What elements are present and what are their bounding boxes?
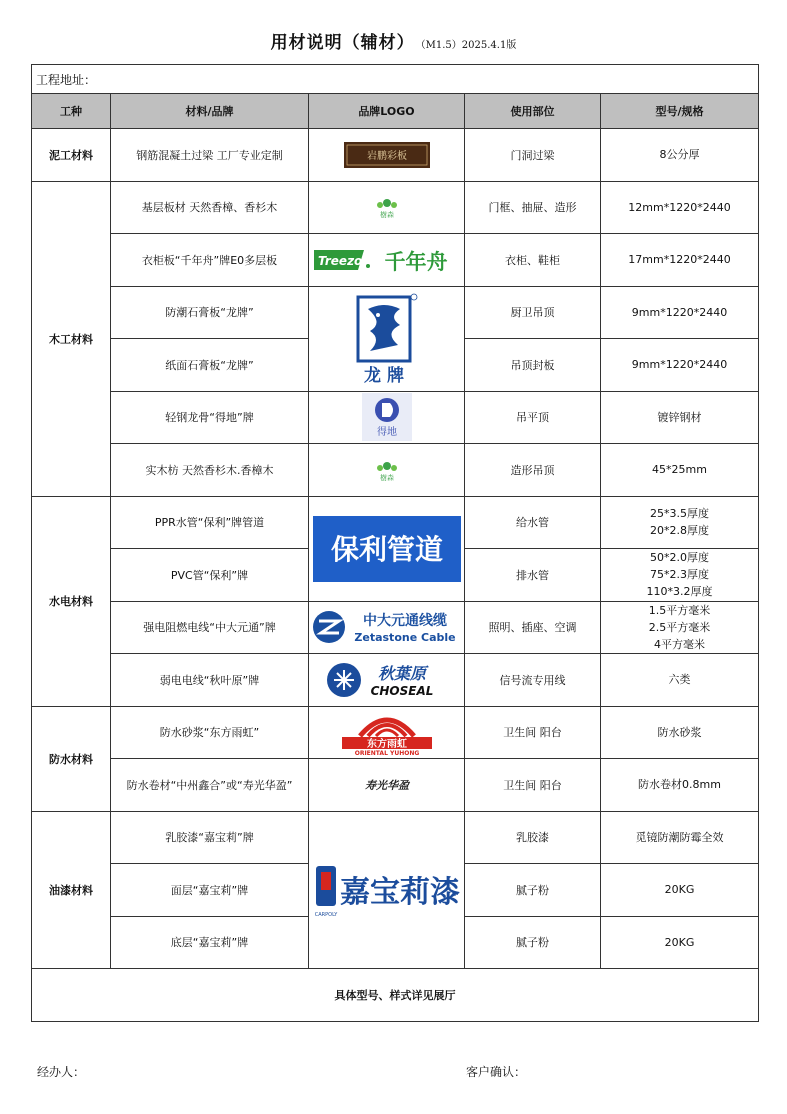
spec-line: 20*2.8厚度	[650, 524, 709, 538]
location-cell: 门框、抽屉、造形	[465, 181, 601, 234]
spec-cell: 45*25mm	[601, 444, 759, 497]
table-row	[32, 759, 759, 812]
spec-cell: 镀锌钢材	[601, 391, 759, 444]
materials-table	[31, 64, 759, 1022]
qiannianzhou-logo	[312, 244, 462, 276]
svg-text:嘉宝莉漆: 嘉宝莉漆	[339, 874, 460, 910]
location-cell: 门洞过梁	[465, 129, 601, 182]
location-cell: 乳胶漆	[465, 811, 601, 864]
spec-cell: 防水卷材0.8mm	[601, 759, 759, 812]
svg-text:东方雨虹: 东方雨虹	[366, 739, 407, 751]
address-row	[32, 65, 759, 94]
spec-cell: 17mm*1220*2440	[601, 234, 759, 287]
logo-cell	[309, 444, 465, 497]
header-trade: 工种	[32, 94, 111, 129]
handler-signature[interactable]: 经办人：	[37, 1065, 86, 1079]
svg-text:Treezo: Treezo	[317, 253, 362, 268]
table-row	[32, 496, 759, 549]
svg-text:千年舟: 千年舟	[384, 249, 447, 274]
dedi-logo	[362, 393, 412, 441]
material-cell: 钢筋混凝土过梁 工厂专业定制	[111, 129, 309, 182]
tree-logo	[367, 195, 407, 219]
material-cell: PPR水管“保利”牌管道	[111, 496, 309, 549]
project-address[interactable]: 工程地址：	[32, 65, 759, 94]
logo-cell	[309, 601, 465, 654]
logo-cell	[309, 496, 465, 601]
svg-text:中大元通线缆: 中大元通线缆	[362, 613, 447, 630]
yanpeng-logo	[344, 142, 430, 168]
logo-cell	[309, 654, 465, 707]
svg-text:寿光华盈: 寿光华盈	[364, 778, 409, 792]
table-row	[32, 234, 759, 287]
header-location: 使用部位	[465, 94, 601, 129]
table-row	[32, 811, 759, 864]
spec-cell: 9mm*1220*2440	[601, 286, 759, 339]
material-cell: 底层“嘉宝莉”牌	[111, 916, 309, 969]
showroom-note: 具体型号、样式详见展厅	[32, 969, 759, 1022]
material-cell: 衣柜板“千年舟”牌E0多层板	[111, 234, 309, 287]
svg-text:Zetastone Cable: Zetastone Cable	[353, 631, 456, 645]
spec-cell	[601, 549, 759, 602]
table-row	[32, 444, 759, 497]
spec-line: 50*2.0厚度	[650, 551, 709, 565]
location-cell: 给水管	[465, 496, 601, 549]
material-cell: 防潮石膏板“龙牌”	[111, 286, 309, 339]
category-cell: 泥工材料	[32, 129, 111, 182]
footer-row	[32, 969, 759, 1022]
zetastone-logo	[311, 607, 463, 647]
logo-cell	[309, 391, 465, 444]
spec-cell: 8公分厚	[601, 129, 759, 182]
location-cell: 吊平顶	[465, 391, 601, 444]
material-cell: PVC管“保利”牌	[111, 549, 309, 602]
choseal-logo	[324, 659, 450, 701]
header-logo: 品牌LOGO	[309, 94, 465, 129]
material-cell: 实木枋 天然香杉木.香樟木	[111, 444, 309, 497]
svg-text:CARPOLY: CARPOLY	[314, 911, 337, 918]
location-cell: 造形吊顶	[465, 444, 601, 497]
location-cell: 吊顶封板	[465, 339, 601, 392]
table-row	[32, 286, 759, 339]
yuhong-logo	[342, 708, 432, 756]
spec-cell: 防水砂浆	[601, 706, 759, 759]
location-cell: 排水管	[465, 549, 601, 602]
spec-line: 110*3.2厚度	[646, 585, 713, 599]
location-cell: 腻子粉	[465, 916, 601, 969]
material-cell: 强电阻燃电线“中大元通”牌	[111, 601, 309, 654]
category-cell: 油漆材料	[32, 811, 111, 969]
category-cell: 水电材料	[32, 496, 111, 706]
spec-line: 75*2.3厚度	[650, 568, 709, 582]
spec-line: 1.5平方毫米	[648, 603, 711, 617]
location-cell: 卫生间 阳台	[465, 759, 601, 812]
logo-cell	[309, 181, 465, 234]
material-cell: 弱电电线“秋叶原”牌	[111, 654, 309, 707]
spec-line: 2.5平方毫米	[648, 620, 711, 634]
tree-logo	[367, 458, 407, 482]
logo-cell	[309, 706, 465, 759]
jiabaoli-logo	[312, 858, 462, 922]
spec-cell	[601, 601, 759, 654]
spec-cell	[601, 496, 759, 549]
spec-cell: 觅镜防潮防霉全效	[601, 811, 759, 864]
material-cell: 轻钢龙骨“得地”牌	[111, 391, 309, 444]
svg-text:樹森: 樹森	[379, 211, 394, 220]
svg-text:ORIENTAL YUHONG: ORIENTAL YUHONG	[354, 750, 419, 757]
material-cell: 防水砂浆“东方雨虹”	[111, 706, 309, 759]
material-cell: 乳胶漆“嘉宝莉”牌	[111, 811, 309, 864]
location-cell: 腻子粉	[465, 864, 601, 917]
logo-cell	[309, 234, 465, 287]
title-version: （M1.5）2025.4.1版	[420, 40, 517, 51]
document-title	[0, 28, 787, 53]
spec-cell: 六类	[601, 654, 759, 707]
svg-text:秋葉原: 秋葉原	[377, 663, 426, 683]
material-cell: 防水卷材“中州鑫合”或“寿光华盈”	[111, 759, 309, 812]
location-cell: 厨卫吊顶	[465, 286, 601, 339]
shouguang-logo	[355, 775, 419, 795]
table-row	[32, 706, 759, 759]
table-row	[32, 181, 759, 234]
title-main: 用材说明（辅材）	[270, 33, 415, 53]
material-cell: 面层“嘉宝莉”牌	[111, 864, 309, 917]
table-row	[32, 654, 759, 707]
logo-cell	[309, 286, 465, 391]
spec-cell: 20KG	[601, 916, 759, 969]
svg-text:CHOSEAL: CHOSEAL	[370, 683, 433, 698]
spec-line: 25*3.5厚度	[650, 507, 709, 521]
spec-cell: 9mm*1220*2440	[601, 339, 759, 392]
category-cell: 木工材料	[32, 181, 111, 496]
baoli-logo	[313, 516, 461, 582]
location-cell: 信号流专用线	[465, 654, 601, 707]
header-spec: 型号/规格	[601, 94, 759, 129]
material-cell: 基层板材 天然香樟、香杉木	[111, 181, 309, 234]
header-row	[32, 94, 759, 129]
location-cell: 卫生间 阳台	[465, 706, 601, 759]
client-confirmation[interactable]: 客户确认：	[466, 1065, 527, 1079]
location-cell: 照明、插座、空调	[465, 601, 601, 654]
svg-text:樹森: 樹森	[379, 473, 394, 482]
material-cell: 纸面石膏板“龙牌”	[111, 339, 309, 392]
svg-text:岩鹏彩板: 岩鹏彩板	[366, 150, 407, 162]
logo-cell	[309, 129, 465, 182]
svg-text:得地: 得地	[376, 427, 397, 439]
svg-text:龙 牌: 龙 牌	[363, 365, 404, 386]
svg-text:保利管道: 保利管道	[330, 532, 443, 566]
longpai-logo	[352, 291, 422, 387]
category-cell: 防水材料	[32, 706, 111, 811]
spec-line: 4平方毫米	[654, 637, 705, 651]
logo-cell	[309, 811, 465, 969]
header-material: 材料/品牌	[111, 94, 309, 129]
table-row	[32, 129, 759, 182]
location-cell: 衣柜、鞋柜	[465, 234, 601, 287]
spec-cell: 12mm*1220*2440	[601, 181, 759, 234]
table-row	[32, 391, 759, 444]
logo-cell	[309, 759, 465, 812]
spec-cell: 20KG	[601, 864, 759, 917]
table-row	[32, 601, 759, 654]
